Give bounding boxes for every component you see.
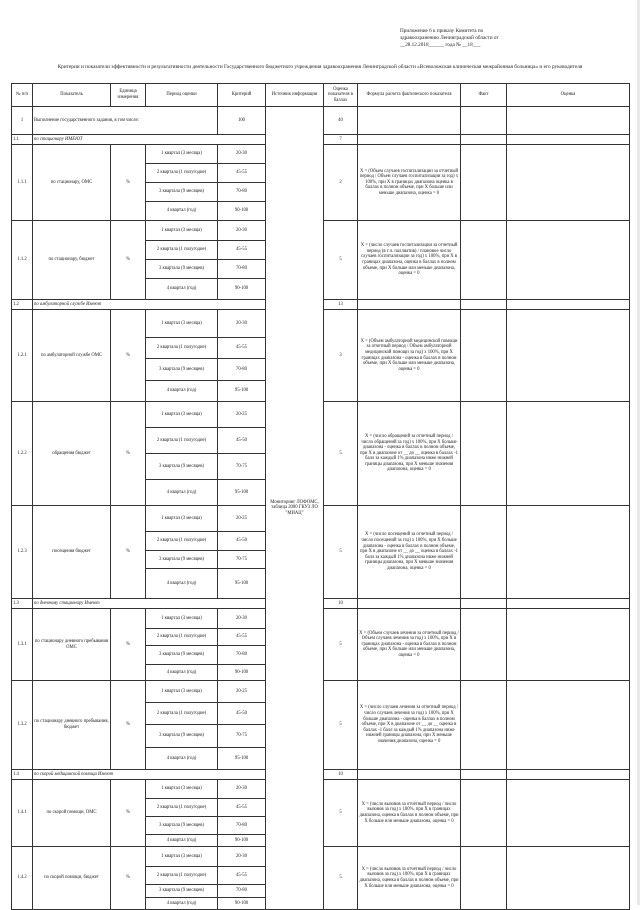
criterion-range: 70-80: [218, 359, 266, 381]
header-line-2: здравоохранению Ленинградской области от: [400, 35, 499, 41]
empty-cell: [358, 135, 461, 145]
evaluation-cell: [507, 681, 630, 770]
item-num: 1.1.1: [12, 145, 33, 221]
item-num: 1.4.1: [12, 780, 33, 847]
criterion-range: 20-25: [218, 506, 266, 532]
col-header-formula: Формула расчета фактического показателя: [358, 84, 461, 107]
item-score: 3: [324, 310, 358, 402]
table-row: [12, 107, 630, 135]
criterion-range: 95-100: [218, 381, 266, 402]
item-unit: %: [111, 609, 146, 681]
empty-cell: [507, 135, 630, 145]
criterion-range: 70-80: [218, 646, 266, 665]
fact-cell: [461, 221, 507, 300]
item-num: 1.2.1: [12, 310, 33, 402]
item-num: 1.3.2: [12, 681, 33, 770]
period-label: 2 квартала (1 полугодие): [146, 799, 218, 817]
section-name: по скорой медицинской помощи Имеют: [33, 770, 266, 780]
item-formula: X = (число случаев госпитализации за отчетный период (в т.ч. паллиатив) / плановое число случаев госпитализации за год) x 100%, при X в границах диапазона, оценка в баллах в полном объеме, при X больше или меньше диапазона, оценка = 0: [358, 221, 461, 300]
period-label: 3 квартала (9 месяцев): [146, 646, 218, 665]
criteria-table: [11, 83, 630, 910]
item-score: 5: [324, 221, 358, 300]
fact-cell: [461, 310, 507, 402]
criterion-range: 90-100: [218, 835, 266, 847]
col-header-score: Оценка показателя в баллах: [324, 84, 358, 107]
criterion-range: 20-30: [218, 780, 266, 799]
item-unit: %: [111, 506, 146, 599]
criterion-range: 45-55: [218, 629, 266, 646]
criterion-range: 45-55: [218, 338, 266, 359]
period-label: 3 квартала (9 месяцев): [146, 260, 218, 279]
document-title: Критерии и показатели эффективности и результативности деятельности Государственного бюджетного учреждения здравоохранения Ленинградской области «Всеволожская клиническая межрайонная больница» и его руководителя: [57, 64, 583, 70]
item-unit: %: [111, 310, 146, 402]
table-header-row: [12, 84, 630, 107]
empty-cell: [507, 300, 630, 310]
item-name: по амбулаторной службе ОМС: [33, 310, 111, 402]
period-label: 2 квартала (1 полугодие): [146, 241, 218, 260]
criterion-range: 20-30: [218, 609, 266, 629]
criterion-range: 70-80: [218, 885, 266, 898]
item-score: 5: [324, 681, 358, 770]
item-score: 5: [324, 609, 358, 681]
criterion-range: 45-50: [218, 703, 266, 725]
criterion-range: 45-55: [218, 241, 266, 260]
empty-cell: [358, 770, 461, 780]
period-label: 1 квартал (3 месяца): [146, 506, 218, 532]
evaluation-cell: [507, 221, 630, 300]
item-formula: X = (число случаев лечения за отчетный период / число случаев лечения за год) x 100%, при X больше диапазона - оценка в баллах в полном объеме, при X в диапазоне от __ до __ оценка в баллах -1 балл за каждый 1% диапазона ниже нижней границы диапазона, при X меньше значения диапазона, оценка = 0: [358, 681, 461, 770]
fact-cell: [461, 402, 507, 506]
empty-cell: [507, 599, 630, 609]
period-label: 1 квартал (3 месяца): [146, 221, 218, 241]
period-label: 4 квартал (год): [146, 202, 218, 221]
fact-cell: [461, 609, 507, 681]
col-header-num: № п/п: [12, 84, 33, 107]
source-text: Мониторинг ЛОФОМС, таблица 2000 ГКУЗ ЛО "МИАЦ": [270, 499, 319, 516]
criterion-range: 90-100: [218, 279, 266, 300]
section-num: 1.2: [12, 300, 33, 310]
row-criterion: 100: [218, 107, 266, 135]
period-label: 3 квартала (9 месяцев): [146, 454, 218, 480]
fact-cell: [461, 145, 507, 221]
empty-cell: [358, 300, 461, 310]
evaluation-cell: [507, 310, 630, 402]
item-formula: X = (число обращений за отчетный период / число обращений за год) x 100%, при X больше диапазона - оценка в баллах в полном объеме, при X в диапазоне от __ до __ оценка в баллах -1 балл за каждый 1% диапазона ниже нижней границы диапазона, при X меньше значения диапазона, оценка = 0: [358, 402, 461, 506]
item-unit: %: [111, 780, 146, 847]
period-label: 1 квартал (3 месяца): [146, 402, 218, 428]
section-score: 10: [324, 770, 358, 780]
period-label: 2 квартала (1 полугодие): [146, 428, 218, 454]
evaluation-cell: [507, 506, 630, 599]
period-label: 4 квартал (год): [146, 569, 218, 599]
item-unit: %: [111, 221, 146, 300]
item-name: обращения бюджет: [33, 402, 111, 506]
item-num: 1.2.3: [12, 506, 33, 599]
fact-cell: [461, 780, 507, 847]
period-label: 2 квартала (1 полугодие): [146, 703, 218, 725]
period-label: 3 квартала (9 месяцев): [146, 725, 218, 748]
row-num: 1: [12, 107, 33, 135]
period-label: 4 квартал (год): [146, 748, 218, 770]
criterion-range: 20-25: [218, 681, 266, 703]
section-score: 10: [324, 599, 358, 609]
item-formula: X = (число вызовов за отчетный период / число вызовов за год) x 100%, при X в границах диапазона, оценка в баллах в полном объеме, при X больше или меньше диапазона, оценка = 0: [358, 847, 461, 910]
fact-cell: [461, 681, 507, 770]
period-label: 2 квартала (1 полугодие): [146, 338, 218, 359]
period-label: 3 квартала (9 месяцев): [146, 183, 218, 202]
row-score: 40: [324, 107, 358, 135]
period-label: 4 квартал (год): [146, 665, 218, 681]
item-formula: X = (Объем случаев госпитализации за отчетный период / Объем случаев госпитализации за год) x 100%, при X в границах диапазона оценка в баллах в полном объеме, при X больше или меньше диапазона, оценка = 0: [358, 145, 461, 221]
empty-cell: [358, 599, 461, 609]
criterion-range: 20-25: [218, 402, 266, 428]
evaluation-cell: [507, 780, 630, 847]
item-unit: %: [111, 402, 146, 506]
source-cell: [266, 107, 324, 910]
criterion-range: 45-50: [218, 532, 266, 551]
col-header-unit: Единица измерения: [111, 84, 146, 107]
criterion-range: 70-80: [218, 260, 266, 279]
section-name: по дневному стационару Имеют: [33, 599, 266, 609]
criterion-range: 70-80: [218, 183, 266, 202]
col-header-period: Период оценки: [146, 84, 218, 107]
item-name: по стационару, ОМС: [33, 145, 111, 221]
item-name: по скорой помощи, ОМС: [33, 780, 111, 847]
period-label: 3 квартала (9 месяцев): [146, 885, 218, 898]
criterion-range: 90-100: [218, 202, 266, 221]
empty-cell: [461, 107, 507, 135]
item-score: 2: [324, 145, 358, 221]
item-formula: X = (Объем амбулаторной медицинской помощи за отчетный период / Объем амбулаторной медицинской помощи за год) x 100%, при X границах диапазона - оценка в баллах в полном объеме, при X больше или меньше диапазона, оценка = 0: [358, 310, 461, 402]
period-label: 2 квартала (1 полугодие): [146, 164, 218, 183]
section-name: по амбулаторной службе Имеют: [33, 300, 266, 310]
table-body: [12, 107, 630, 910]
header-line-3: __28.12.2018______ года № __18___: [400, 42, 481, 48]
empty-cell: [358, 107, 461, 135]
item-score: 5: [324, 402, 358, 506]
criterion-range: 45-55: [218, 867, 266, 885]
period-label: 2 квартала (1 полугодие): [146, 532, 218, 551]
criterion-range: 95-100: [218, 569, 266, 599]
empty-cell: [461, 770, 507, 780]
section-score: 13: [324, 300, 358, 310]
item-name: по стационару, бюджет: [33, 221, 111, 300]
empty-cell: [461, 300, 507, 310]
evaluation-cell: [507, 402, 630, 506]
row-name: Выполнение государственного задания, в том числе:: [33, 107, 218, 135]
period-label: 1 квартал (3 месяца): [146, 681, 218, 703]
criterion-range: 20-30: [218, 847, 266, 867]
period-label: 2 квартала (1 полугодие): [146, 629, 218, 646]
period-label: 1 квартал (3 месяца): [146, 310, 218, 338]
col-header-fact: Факт: [461, 84, 507, 107]
period-label: 4 квартал (год): [146, 381, 218, 402]
criterion-range: 70-75: [218, 454, 266, 480]
period-label: 1 квартал (3 месяца): [146, 609, 218, 629]
item-name: посещения бюджет: [33, 506, 111, 599]
period-label: 4 квартал (год): [146, 898, 218, 910]
order-header: [400, 28, 600, 49]
period-label: 3 квартала (9 месяцев): [146, 359, 218, 381]
period-label: 4 квартал (год): [146, 480, 218, 506]
section-score: 7: [324, 135, 358, 145]
empty-cell: [461, 599, 507, 609]
period-label: 1 квартал (3 месяца): [146, 780, 218, 799]
period-label: 3 квартала (9 месяцев): [146, 817, 218, 835]
section-num: 1.1: [12, 135, 33, 145]
criterion-range: 90-100: [218, 898, 266, 910]
item-unit: %: [111, 847, 146, 910]
header-line-1: Приложение 6 к приказу Комитета по: [400, 28, 484, 34]
item-formula: X = (число вызовов за отчетный период / число вызовов за год) x 100%, при X в границах диапазона, оценка в баллах в полном объеме, при X больше или меньше диапазона, оценка = 0: [358, 780, 461, 847]
item-formula: X = (число посещений за отчетный период / число посещений за год) x 100%, при X больше диапазона - оценка в баллах в полном объеме, при X в диапазоне от __ до __ оценка в баллах -1 балл за каждый 1% диапазона ниже нижней границы диапазона, при X меньше значения диапазона, оценка = 0: [358, 506, 461, 599]
item-score: 5: [324, 847, 358, 910]
item-score: 5: [324, 780, 358, 847]
empty-cell: [461, 135, 507, 145]
period-label: 3 квартала (9 месяцев): [146, 551, 218, 569]
criterion-range: 45-50: [218, 428, 266, 454]
evaluation-cell: [507, 609, 630, 681]
empty-cell: [507, 107, 630, 135]
col-header-evaluation: Оценка: [507, 84, 630, 107]
col-header-criterion: Критерий: [218, 84, 266, 107]
item-num: 1.1.2: [12, 221, 33, 300]
col-header-indicator: Показатель: [33, 84, 111, 107]
criterion-range: 20-30: [218, 310, 266, 338]
criterion-range: 70-80: [218, 817, 266, 835]
evaluation-cell: [507, 847, 630, 910]
period-label: 4 квартал (год): [146, 835, 218, 847]
criterion-range: 70-75: [218, 551, 266, 569]
item-num: 1.4.2: [12, 847, 33, 910]
empty-cell: [507, 770, 630, 780]
item-num: 1.3.1: [12, 609, 33, 681]
criterion-range: 95-100: [218, 748, 266, 770]
criterion-range: 45-55: [218, 164, 266, 183]
criterion-range: 45-55: [218, 799, 266, 817]
item-name: по стационару дневного пребывания, бюджет: [33, 681, 111, 770]
period-label: 1 квартал (3 месяца): [146, 145, 218, 164]
criterion-range: 20-30: [218, 145, 266, 164]
evaluation-cell: [507, 145, 630, 221]
criterion-range: 20-30: [218, 221, 266, 241]
period-label: 2 квартала (1 полугодие): [146, 867, 218, 885]
criterion-range: 95-100: [218, 480, 266, 506]
col-header-source: Источник информации: [266, 84, 324, 107]
section-num: 1.4: [12, 770, 33, 780]
section-name: по стационару ИМЕЮТ: [33, 135, 266, 145]
fact-cell: [461, 847, 507, 910]
period-label: 1 квартал (3 месяца): [146, 847, 218, 867]
item-name: по стационару дневного пребывания ОМС: [33, 609, 111, 681]
criterion-range: 70-75: [218, 725, 266, 748]
item-name: по скорой помощи, бюджет: [33, 847, 111, 910]
item-num: 1.2.2: [12, 402, 33, 506]
item-unit: %: [111, 681, 146, 770]
item-score: 5: [324, 506, 358, 599]
period-label: 4 квартал (год): [146, 279, 218, 300]
item-unit: %: [111, 145, 146, 221]
fact-cell: [461, 506, 507, 599]
item-formula: X = (Объем случаев лечения за отчетный период / Объем случаев лечения за год) x 100%, при X в границах диапазона - оценка в баллах в полном объеме, при X больше или меньше диапазона, оценка = 0: [358, 609, 461, 681]
criterion-range: 90-100: [218, 665, 266, 681]
section-num: 1.3: [12, 599, 33, 609]
